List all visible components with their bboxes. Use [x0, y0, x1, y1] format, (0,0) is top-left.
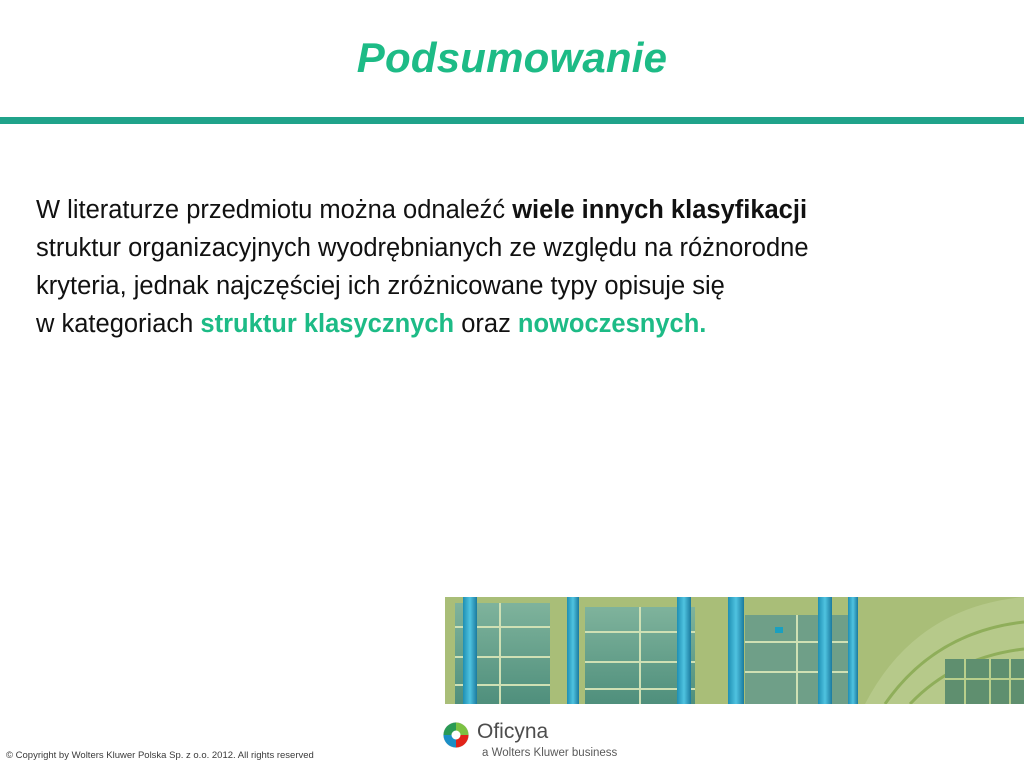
title-divider [0, 117, 1024, 124]
paragraph-line-4 [36, 305, 1006, 343]
summary-paragraph [36, 191, 1006, 343]
paragraph-text: oraz [454, 310, 518, 338]
logo-tagline: a Wolters Kluwer business [482, 747, 618, 759]
paragraph-line-1 [36, 191, 1006, 229]
oficyna-logo [441, 718, 641, 762]
paragraph-line-3: kryteria, jednak najczęściej ich zróżnicowane typy opisuje się [36, 272, 725, 300]
emphasis-other-classifications: wiele innych klasyfikacji [512, 196, 808, 224]
slide-title: Podsumowanie [356, 34, 668, 81]
building-facade-photo [445, 597, 1024, 704]
oficyna-logo-icon [443, 722, 469, 748]
paragraph-line-2: struktur organizacyjnych wyodrębnianych ze względu na różnorodne [36, 234, 809, 262]
logo-name: Oficyna [477, 720, 549, 743]
emphasis-modern-structures: nowoczesnych [517, 310, 700, 338]
paragraph-text: w kategoriach [36, 310, 201, 338]
emphasis-classic-structures: struktur klasycznych [200, 310, 455, 338]
building-facade-illustration [445, 597, 1024, 704]
copyright-notice: © Copyright by Wolters Kluwer Polska Sp. z o.o. 2012. All rights reserved [6, 750, 314, 761]
paragraph-text: W literaturze przedmiotu można odnaleźć [36, 196, 513, 224]
paragraph-period: . [699, 310, 707, 338]
